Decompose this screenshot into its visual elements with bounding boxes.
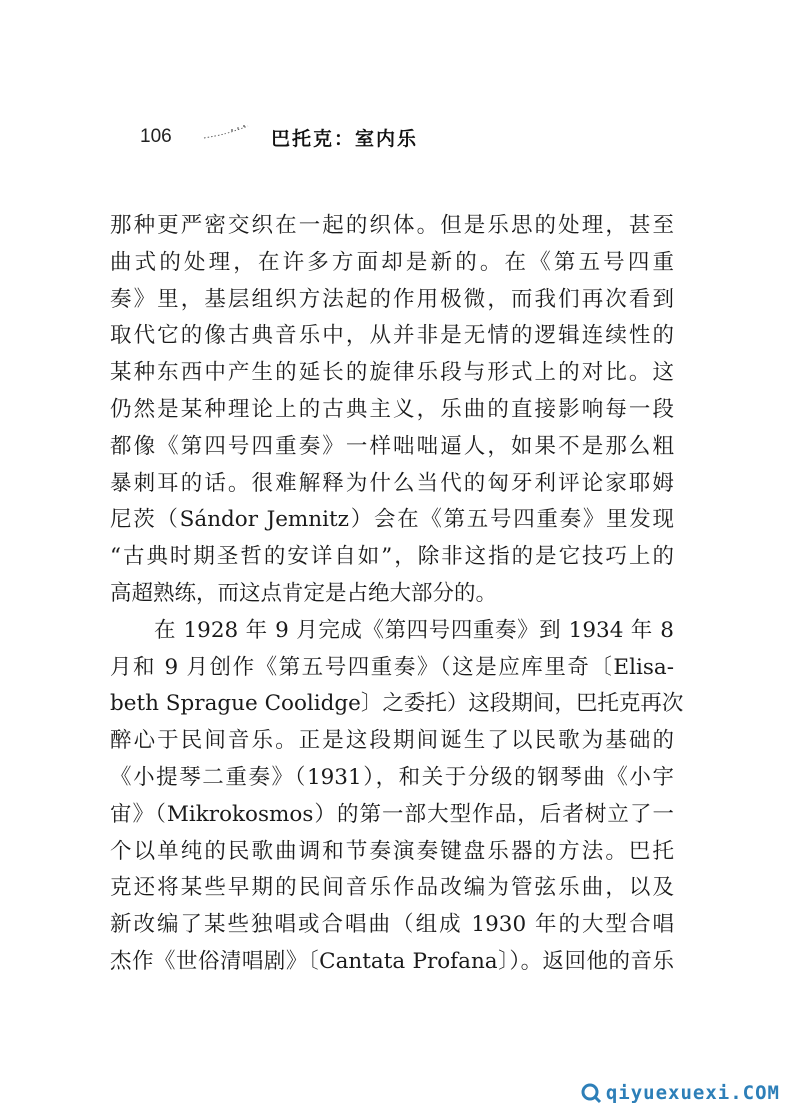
text-line: 高超熟练，而这点肯定是占绝大部分的。	[110, 580, 498, 606]
watermark	[580, 1082, 780, 1104]
text-line: 奏》里，基层组织方法起的作用极微，而我们再次看到	[110, 286, 674, 312]
text-line: 杰作《世俗清唱剧》〔Cantata Profana〕）。返回他的音乐	[110, 948, 674, 974]
running-head: 巴托克：室内乐	[271, 128, 419, 150]
q-logo-icon	[580, 1082, 602, 1104]
text-line: 曲式的处理，在许多方面却是新的。在《第五号四重	[110, 249, 674, 275]
text-line: 在 1928 年 9 月完成《第四号四重奏》到 1934 年 8	[154, 617, 674, 643]
text-line: 《小提琴二重奏》（1931），和关于分级的钢琴曲《小宇	[110, 764, 674, 790]
text-line: 月和 9 月创作《第五号四重奏》（这是应库里奇〔Elisa-	[110, 654, 674, 680]
text-line: 某种东西中产生的延长的旋律乐段与形式上的对比。这	[110, 360, 674, 386]
decorative-ornament	[202, 120, 250, 142]
text-line: 暴刺耳的话。很难解释为什么当代的匈牙利评论家耶姆	[110, 470, 674, 496]
text-line: 个以单纯的民歌曲调和节奏演奏键盘乐器的方法。巴托	[110, 838, 674, 864]
text-line: 尼茨（Sándor Jemnitz）会在《第五号四重奏》里发现	[110, 507, 674, 533]
text-line: 那种更严密交织在一起的织体。但是乐思的处理，甚至	[110, 213, 674, 238]
text-line: 克还将某些早期的民间音乐作品改编为管弦乐曲，以及	[110, 875, 674, 901]
text-line: beth Sprague Coolidge〕之委托）这段期间，巴托克再次	[110, 691, 684, 717]
text-line: 取代它的像古典音乐中，从并非是无情的逻辑连续性的	[110, 323, 674, 349]
body-text	[110, 208, 684, 981]
text-line: 醉心于民间音乐。正是这段期间诞生了以民歌为基础的	[110, 728, 674, 754]
text-line: 宙》（Mikrokosmos）的第一部大型作品，后者树立了一	[110, 801, 674, 827]
page-number: 106	[140, 126, 172, 147]
watermark-text: qiyuexuexi.COM	[605, 1082, 780, 1104]
text-line: 新改编了某些独唱或合唱曲（组成 1930 年的大型合唱	[110, 912, 674, 938]
text-line: 仍然是某种理论上的古典主义，乐曲的直接影响每一段	[110, 396, 674, 422]
text-line: “古典时期圣哲的安详自如”，除非这指的是它技巧上的	[110, 544, 674, 570]
text-line: 都像《第四号四重奏》一样咄咄逼人，如果不是那么粗	[110, 433, 674, 459]
